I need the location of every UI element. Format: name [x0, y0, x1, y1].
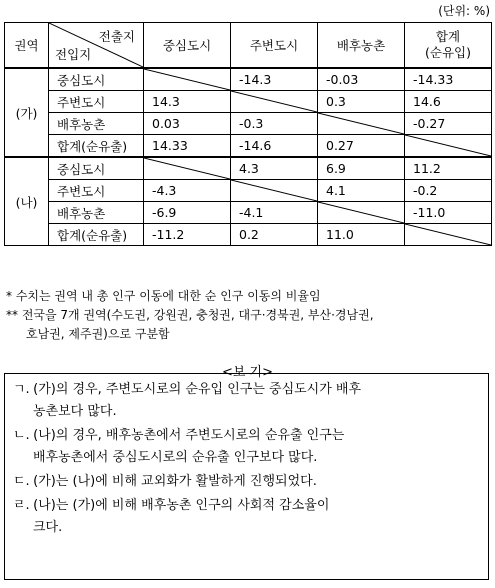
bogi-mark: ㄱ. [13, 382, 30, 397]
row-label: 중심도시 [49, 68, 144, 91]
diagonal-cell [144, 68, 231, 91]
table-cell: 0.27 [318, 135, 405, 158]
table-cell: 0.03 [144, 113, 231, 135]
table-cell: -11.0 [405, 202, 492, 224]
row-label: 중심도시 [49, 157, 144, 180]
row-label: 주변도시 [49, 180, 144, 202]
table-cell: 14.33 [144, 135, 231, 158]
col-header-rural: 배후농촌 [318, 23, 405, 69]
table-row [5, 157, 492, 180]
migration-table [4, 22, 492, 246]
table-cell: -14.33 [405, 68, 492, 91]
bogi-text: (가)는 (나)에 비해 교외화가 활발하게 진행되었다. [33, 474, 317, 489]
table-row [5, 180, 492, 202]
row-label: 합계(순유출) [49, 224, 144, 246]
from-label: 전출지 [98, 29, 135, 44]
bogi-item-na [13, 425, 480, 469]
col-header-central: 중심도시 [144, 23, 231, 69]
table-row [5, 224, 492, 246]
bogi-text-cont: 농촌보다 많다. [33, 404, 117, 419]
table-cell: -6.9 [144, 202, 231, 224]
bogi-mark: ㄴ. [13, 428, 30, 443]
row-label: 배후농촌 [49, 113, 144, 135]
table-cell: -0.27 [405, 113, 492, 135]
table-cell: 14.3 [144, 91, 231, 113]
diagonal-cell [405, 224, 492, 246]
diagonal-cell [405, 135, 492, 158]
bogi-item-da [13, 471, 480, 493]
bogi-text-cont: 배후농촌에서 중심도시로의 순유출 인구보다 많다. [33, 450, 318, 465]
table-cell: -4.1 [231, 202, 318, 224]
table-row [5, 202, 492, 224]
col-header-peripheral: 주변도시 [231, 23, 318, 69]
bogi-text-cont: 크다. [33, 520, 63, 535]
unit-label: (단위: %) [438, 4, 490, 18]
table-cell: -11.2 [144, 224, 231, 246]
total-header-line2: (순유입) [425, 45, 471, 60]
footnote-2-cont: 호남권, 제주권)으로 구분함 [26, 327, 170, 341]
bogi-text: (가)의 경우, 주변도시로의 순유입 인구는 중심도시가 배후 [33, 382, 362, 397]
region-ga-label: (가) [5, 68, 49, 157]
table-cell: -0.3 [231, 113, 318, 135]
table-row [5, 68, 492, 91]
row-label: 합계(순유출) [49, 135, 144, 158]
region-na-label: (나) [5, 157, 49, 246]
row-label: 배후농촌 [49, 202, 144, 224]
bogi-item-ga [13, 379, 480, 423]
bogi-item-ra [13, 495, 480, 539]
table-cell: 6.9 [318, 157, 405, 180]
table-cell: 0.3 [318, 91, 405, 113]
table-cell: 11.2 [405, 157, 492, 180]
bogi-mark: ㄷ. [13, 474, 30, 489]
table-cell: 0.2 [231, 224, 318, 246]
table-cell: -0.2 [405, 180, 492, 202]
bogi-text: (나)의 경우, 배후농촌에서 주변도시로의 순유출 인구는 [33, 428, 345, 443]
table-cell: -14.3 [231, 68, 318, 91]
bogi-mark: ㄹ. [13, 498, 30, 513]
diagonal-cell [318, 113, 405, 135]
to-label: 전입지 [55, 47, 92, 62]
bogi-box [4, 373, 489, 580]
footnote-1: * 수치는 권역 내 총 인구 이동에 대한 순 인구 이동의 비율임 [6, 289, 321, 303]
region-header: 권역 [5, 23, 49, 69]
table-row [5, 113, 492, 135]
bogi-title: <보 기> [221, 365, 274, 380]
table-header-row [5, 23, 492, 69]
table-cell: -0.03 [318, 68, 405, 91]
table-row [5, 91, 492, 113]
table-cell: 14.6 [405, 91, 492, 113]
diagonal-cell [231, 180, 318, 202]
footnote-2: ** 전국을 7개 권역(수도권, 강원권, 충청권, 대구·경북권, 부산·경남권, [6, 308, 374, 322]
row-label: 주변도시 [49, 91, 144, 113]
table-row [5, 135, 492, 158]
table-cell: -14.6 [231, 135, 318, 158]
total-header-line1: 합계 [435, 29, 461, 44]
table-cell: -4.3 [144, 180, 231, 202]
bogi-text: (나)는 (가)에 비해 배후농촌 인구의 사회적 감소율이 [33, 498, 330, 513]
diagonal-cell [318, 202, 405, 224]
footnotes [6, 287, 492, 344]
table-cell: 4.3 [231, 157, 318, 180]
diagonal-cell [231, 91, 318, 113]
table-cell: 11.0 [318, 224, 405, 246]
diagonal-header-cell [49, 23, 144, 69]
diagonal-cell [144, 157, 231, 180]
table-cell: 4.1 [318, 180, 405, 202]
col-header-total [405, 23, 492, 69]
